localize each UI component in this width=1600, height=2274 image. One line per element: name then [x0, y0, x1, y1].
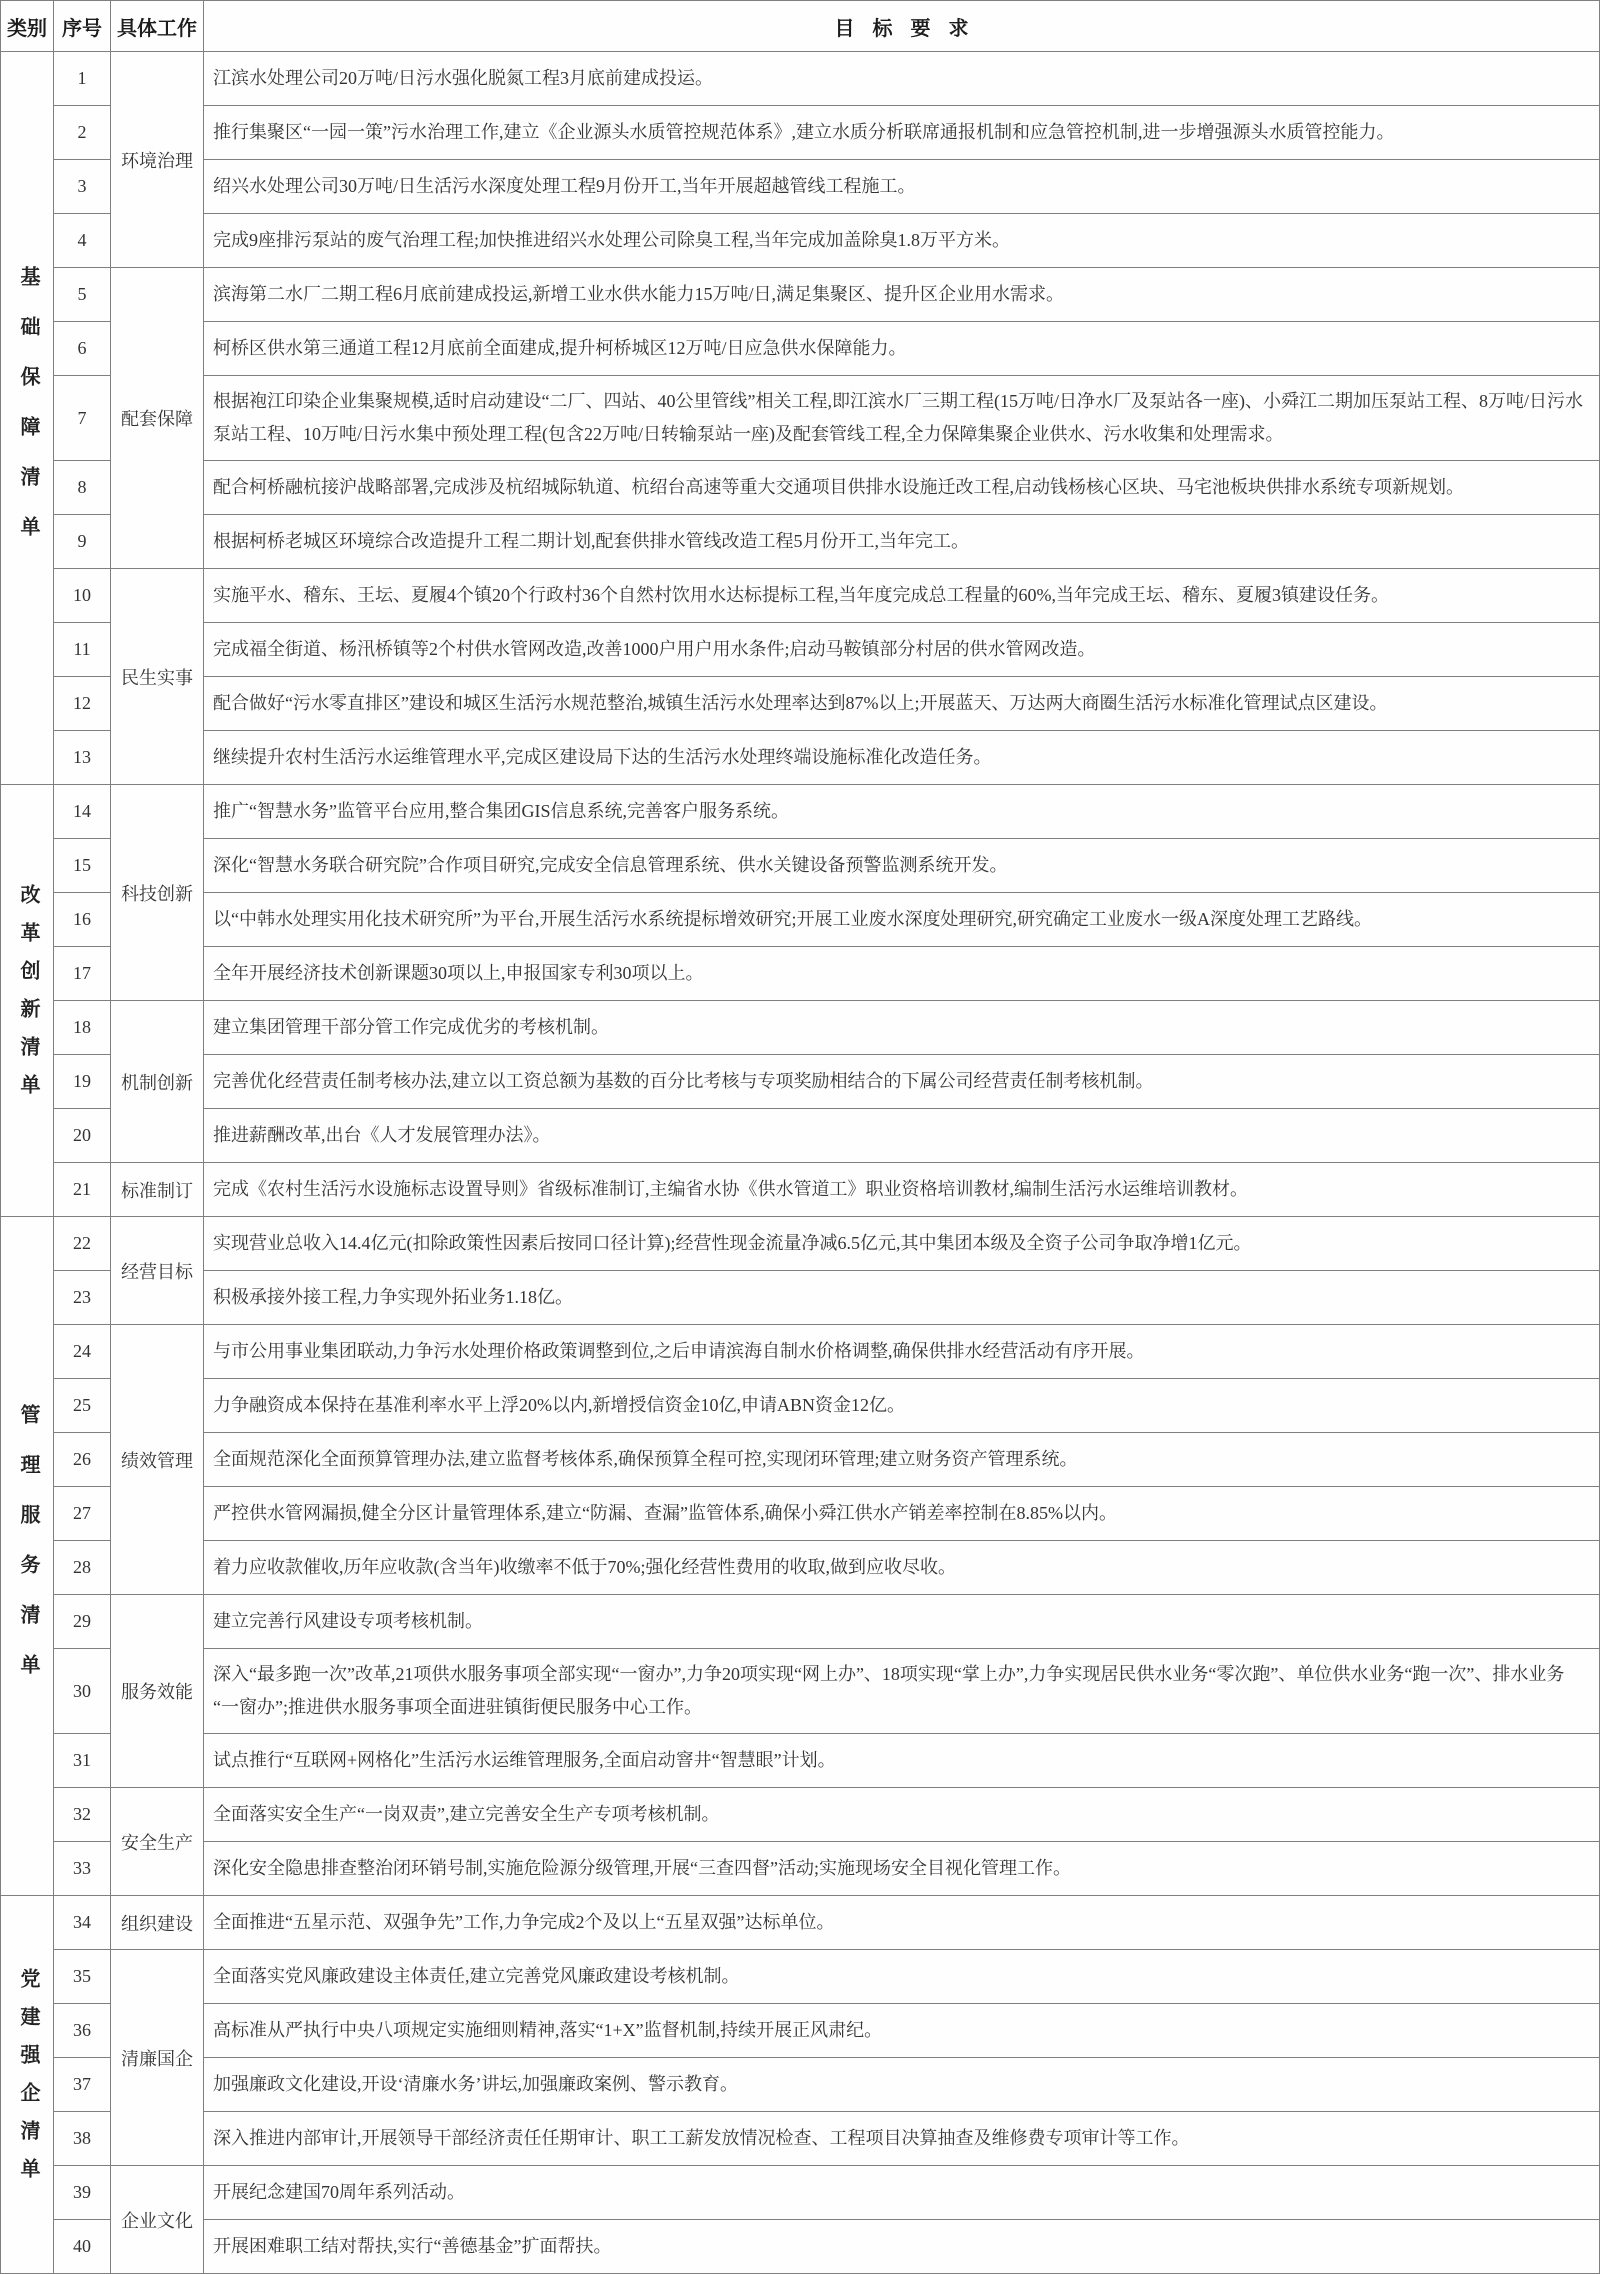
table-row	[1, 160, 1600, 214]
table-row	[1, 1788, 1600, 1842]
table-row	[1, 322, 1600, 376]
target-cell: 配合做好“污水零直排区”建设和城区生活污水规范整治,城镇生活污水处理率达到87%以上;开展蓝天、万达两大商圈生活污水标准化管理试点区建设。	[204, 677, 1600, 731]
target-cell: 根据柯桥老城区环境综合改造提升工程二期计划,配套供排水管线改造工程5月份开工,当年完工。	[204, 515, 1600, 569]
table-row	[1, 785, 1600, 839]
target-cell: 积极承接外接工程,力争实现外拓业务1.18亿。	[204, 1271, 1600, 1325]
target-cell: 深化“智慧水务联合研究院”合作项目研究,完成安全信息管理系统、供水关键设备预警监测系统开发。	[204, 839, 1600, 893]
row-number-cell: 12	[54, 677, 111, 731]
table-row	[1, 461, 1600, 515]
table-row	[1, 1433, 1600, 1487]
row-number-cell: 13	[54, 731, 111, 785]
table-row	[1, 376, 1600, 461]
target-cell: 全面落实安全生产“一岗双责”,建立完善安全生产专项考核机制。	[204, 1788, 1600, 1842]
row-number-cell: 22	[54, 1217, 111, 1271]
row-number-cell: 40	[54, 2220, 111, 2274]
row-number-cell: 21	[54, 1163, 111, 1217]
table-row	[1, 1325, 1600, 1379]
row-number-cell: 34	[54, 1896, 111, 1950]
target-cell: 深入“最多跑一次”改革,21项供水服务事项全部实现“一窗办”,力争20项实现“网上办”、18项实现“掌上办”,力争实现居民供水业务“零次跑”、单位供水业务“跑一次”、排水业务“一窗办”;推进供水服务事项全面进驻镇街便民服务中心工作。	[204, 1649, 1600, 1734]
target-cell: 完成9座排污泵站的废气治理工程;加快推进绍兴水处理公司除臭工程,当年完成加盖除臭1.8万平方米。	[204, 214, 1600, 268]
row-number-cell: 16	[54, 893, 111, 947]
table-row	[1, 569, 1600, 623]
target-cell: 推进薪酬改革,出台《人才发展管理办法》。	[204, 1109, 1600, 1163]
table-row	[1, 106, 1600, 160]
row-number-cell: 33	[54, 1842, 111, 1896]
work-cell: 清廉国企	[111, 1950, 204, 2166]
target-cell: 全年开展经济技术创新课题30项以上,申报国家专利30项以上。	[204, 947, 1600, 1001]
table-row	[1, 515, 1600, 569]
row-number-cell: 4	[54, 214, 111, 268]
row-number-cell: 8	[54, 461, 111, 515]
row-number-cell: 5	[54, 268, 111, 322]
target-cell: 全面推进“五星示范、双强争先”工作,力争完成2个及以上“五星双强”达标单位。	[204, 1896, 1600, 1950]
table-row	[1, 1896, 1600, 1950]
row-number-cell: 38	[54, 2112, 111, 2166]
table-body	[1, 52, 1600, 2274]
category-vertical-label: 基础保障清单	[17, 265, 39, 566]
row-number-cell: 31	[54, 1734, 111, 1788]
row-number-cell: 25	[54, 1379, 111, 1433]
work-cell: 企业文化	[111, 2166, 204, 2274]
category-vertical-label: 管理服务清单	[17, 1403, 39, 1704]
work-cell: 配套保障	[111, 268, 204, 569]
table-row	[1, 2166, 1600, 2220]
row-number-cell: 32	[54, 1788, 111, 1842]
target-cell: 与市公用事业集团联动,力争污水处理价格政策调整到位,之后申请滨海自制水价格调整,确保供排水经营活动有序开展。	[204, 1325, 1600, 1379]
target-cell: 加强廉政文化建设,开设‘清廉水务’讲坛,加强廉政案例、警示教育。	[204, 2058, 1600, 2112]
target-cell: 滨海第二水厂二期工程6月底前建成投运,新增工业水供水能力15万吨/日,满足集聚区、提升区企业用水需求。	[204, 268, 1600, 322]
table-row	[1, 1842, 1600, 1896]
table-row	[1, 839, 1600, 893]
row-number-cell: 9	[54, 515, 111, 569]
work-cell: 经营目标	[111, 1217, 204, 1325]
row-number-cell: 28	[54, 1541, 111, 1595]
row-number-cell: 3	[54, 160, 111, 214]
table-row	[1, 1109, 1600, 1163]
row-number-cell: 23	[54, 1271, 111, 1325]
table-row	[1, 2220, 1600, 2274]
table-row	[1, 1001, 1600, 1055]
target-cell: 全面落实党风廉政建设主体责任,建立完善党风廉政建设考核机制。	[204, 1950, 1600, 2004]
target-cell: 推行集聚区“一园一策”污水治理工作,建立《企业源头水质管控规范体系》,建立水质分析联席通报机制和应急管控机制,进一步增强源头水质管控能力。	[204, 106, 1600, 160]
target-cell: 开展纪念建国70周年系列活动。	[204, 2166, 1600, 2220]
work-cell: 服务效能	[111, 1595, 204, 1788]
table-row	[1, 1271, 1600, 1325]
target-cell: 根据袍江印染企业集聚规模,适时启动建设“二厂、四站、40公里管线”相关工程,即江滨水厂三期工程(15万吨/日净水厂及泵站各一座)、小舜江二期加压泵站工程、8万吨/日污水泵站工程、10万吨/日污水集中预处理工程(包含22万吨/日转输泵站一座)及配套管线工程,全力保障集聚企业供水、污水收集和处理需求。	[204, 376, 1600, 461]
row-number-cell: 27	[54, 1487, 111, 1541]
work-cell: 环境治理	[111, 52, 204, 268]
target-cell: 建立集团管理干部分管工作完成优劣的考核机制。	[204, 1001, 1600, 1055]
row-number-cell: 7	[54, 376, 111, 461]
header-category: 类别	[1, 1, 54, 52]
table-row	[1, 1055, 1600, 1109]
target-cell: 着力应收款催收,历年应收款(含当年)收缴率不低于70%;强化经营性费用的收取,做到应收尽收。	[204, 1541, 1600, 1595]
work-cell: 绩效管理	[111, 1325, 204, 1595]
header-target: 目标要求	[204, 1, 1600, 52]
row-number-cell: 2	[54, 106, 111, 160]
work-cell: 组织建设	[111, 1896, 204, 1950]
target-cell: 建立完善行风建设专项考核机制。	[204, 1595, 1600, 1649]
row-number-cell: 1	[54, 52, 111, 106]
table-row	[1, 947, 1600, 1001]
category-cell	[1, 785, 54, 1217]
target-cell: 柯桥区供水第三通道工程12月底前全面建成,提升柯桥城区12万吨/日应急供水保障能力。	[204, 322, 1600, 376]
target-cell: 严控供水管网漏损,健全分区计量管理体系,建立“防漏、查漏”监管体系,确保小舜江供水产销差率控制在8.85%以内。	[204, 1487, 1600, 1541]
target-cell: 力争融资成本保持在基准利率水平上浮20%以内,新增授信资金10亿,申请ABN资金12亿。	[204, 1379, 1600, 1433]
table-row	[1, 52, 1600, 106]
header-work: 具体工作	[111, 1, 204, 52]
row-number-cell: 14	[54, 785, 111, 839]
target-cell: 实现营业总收入14.4亿元(扣除政策性因素后按同口径计算);经营性现金流量净减6.5亿元,其中集团本级及全资子公司争取净增1亿元。	[204, 1217, 1600, 1271]
table-row	[1, 731, 1600, 785]
table-row	[1, 1379, 1600, 1433]
row-number-cell: 11	[54, 623, 111, 677]
table-row	[1, 677, 1600, 731]
row-number-cell: 10	[54, 569, 111, 623]
category-cell	[1, 1896, 54, 2274]
target-cell: 实施平水、稽东、王坛、夏履4个镇20个行政村36个自然村饮用水达标提标工程,当年度完成总工程量的60%,当年完成王坛、稽东、夏履3镇建设任务。	[204, 569, 1600, 623]
target-cell: 绍兴水处理公司30万吨/日生活污水深度处理工程9月份开工,当年开展超越管线工程施工。	[204, 160, 1600, 214]
target-cell: 高标准从严执行中央八项规定实施细则精神,落实“1+X”监督机制,持续开展正风肃纪。	[204, 2004, 1600, 2058]
table-row	[1, 2004, 1600, 2058]
row-number-cell: 35	[54, 1950, 111, 2004]
table-row	[1, 1541, 1600, 1595]
target-cell: 推广“智慧水务”监管平台应用,整合集团GIS信息系统,完善客户服务系统。	[204, 785, 1600, 839]
category-vertical-label: 党建强企清单	[17, 1968, 39, 2196]
category-vertical-label: 改革创新清单	[17, 884, 39, 1112]
target-cell: 试点推行“互联网+网格化”生活污水运维管理服务,全面启动窨井“智慧眼”计划。	[204, 1734, 1600, 1788]
table-row	[1, 2112, 1600, 2166]
target-cell: 全面规范深化全面预算管理办法,建立监督考核体系,确保预算全程可控,实现闭环管理;建立财务资产管理系统。	[204, 1433, 1600, 1487]
target-cell: 深化安全隐患排查整治闭环销号制,实施危险源分级管理,开展“三查四督”活动;实施现场安全目视化管理工作。	[204, 1842, 1600, 1896]
target-cell: 配合柯桥融杭接沪战略部署,完成涉及杭绍城际轨道、杭绍台高速等重大交通项目供排水设施迁改工程,启动钱杨核心区块、马宅池板块供排水系统专项新规划。	[204, 461, 1600, 515]
row-number-cell: 20	[54, 1109, 111, 1163]
header-row	[1, 1, 1600, 52]
target-cell: 完成福全街道、杨汛桥镇等2个村供水管网改造,改善1000户用户用水条件;启动马鞍镇部分村居的供水管网改造。	[204, 623, 1600, 677]
row-number-cell: 36	[54, 2004, 111, 2058]
row-number-cell: 17	[54, 947, 111, 1001]
row-number-cell: 29	[54, 1595, 111, 1649]
row-number-cell: 6	[54, 322, 111, 376]
target-cell: 完善优化经营责任制考核办法,建立以工资总额为基数的百分比考核与专项奖励相结合的下属公司经营责任制考核机制。	[204, 1055, 1600, 1109]
table-row	[1, 268, 1600, 322]
target-cell: 继续提升农村生活污水运维管理水平,完成区建设局下达的生活污水处理终端设施标准化改造任务。	[204, 731, 1600, 785]
table-row	[1, 1487, 1600, 1541]
table-row	[1, 1649, 1600, 1734]
row-number-cell: 15	[54, 839, 111, 893]
table-row	[1, 1595, 1600, 1649]
target-cell: 完成《农村生活污水设施标志设置导则》省级标准制订,主编省水协《供水管道工》职业资格培训教材,编制生活污水运维培训教材。	[204, 1163, 1600, 1217]
table-row	[1, 623, 1600, 677]
table-row	[1, 1163, 1600, 1217]
work-cell: 民生实事	[111, 569, 204, 785]
target-cell: 深入推进内部审计,开展领导干部经济责任任期审计、职工工薪发放情况检查、工程项目决算抽查及维修费专项审计等工作。	[204, 2112, 1600, 2166]
row-number-cell: 30	[54, 1649, 111, 1734]
header-no: 序号	[54, 1, 111, 52]
work-cell: 机制创新	[111, 1001, 204, 1163]
target-cell: 江滨水处理公司20万吨/日污水强化脱氮工程3月底前建成投运。	[204, 52, 1600, 106]
work-cell: 安全生产	[111, 1788, 204, 1896]
table-row	[1, 2058, 1600, 2112]
table-row	[1, 1734, 1600, 1788]
row-number-cell: 39	[54, 2166, 111, 2220]
work-cell: 科技创新	[111, 785, 204, 1001]
row-number-cell: 19	[54, 1055, 111, 1109]
table-row	[1, 1217, 1600, 1271]
target-cell: 开展困难职工结对帮扶,实行“善德基金”扩面帮扶。	[204, 2220, 1600, 2274]
category-cell	[1, 52, 54, 785]
row-number-cell: 37	[54, 2058, 111, 2112]
row-number-cell: 26	[54, 1433, 111, 1487]
table-row	[1, 893, 1600, 947]
row-number-cell: 24	[54, 1325, 111, 1379]
table-row	[1, 214, 1600, 268]
row-number-cell: 18	[54, 1001, 111, 1055]
work-cell: 标准制订	[111, 1163, 204, 1217]
table-row	[1, 1950, 1600, 2004]
target-cell: 以“中韩水处理实用化技术研究所”为平台,开展生活污水系统提标增效研究;开展工业废水深度处理研究,研究确定工业废水一级A深度处理工艺路线。	[204, 893, 1600, 947]
category-cell	[1, 1217, 54, 1896]
